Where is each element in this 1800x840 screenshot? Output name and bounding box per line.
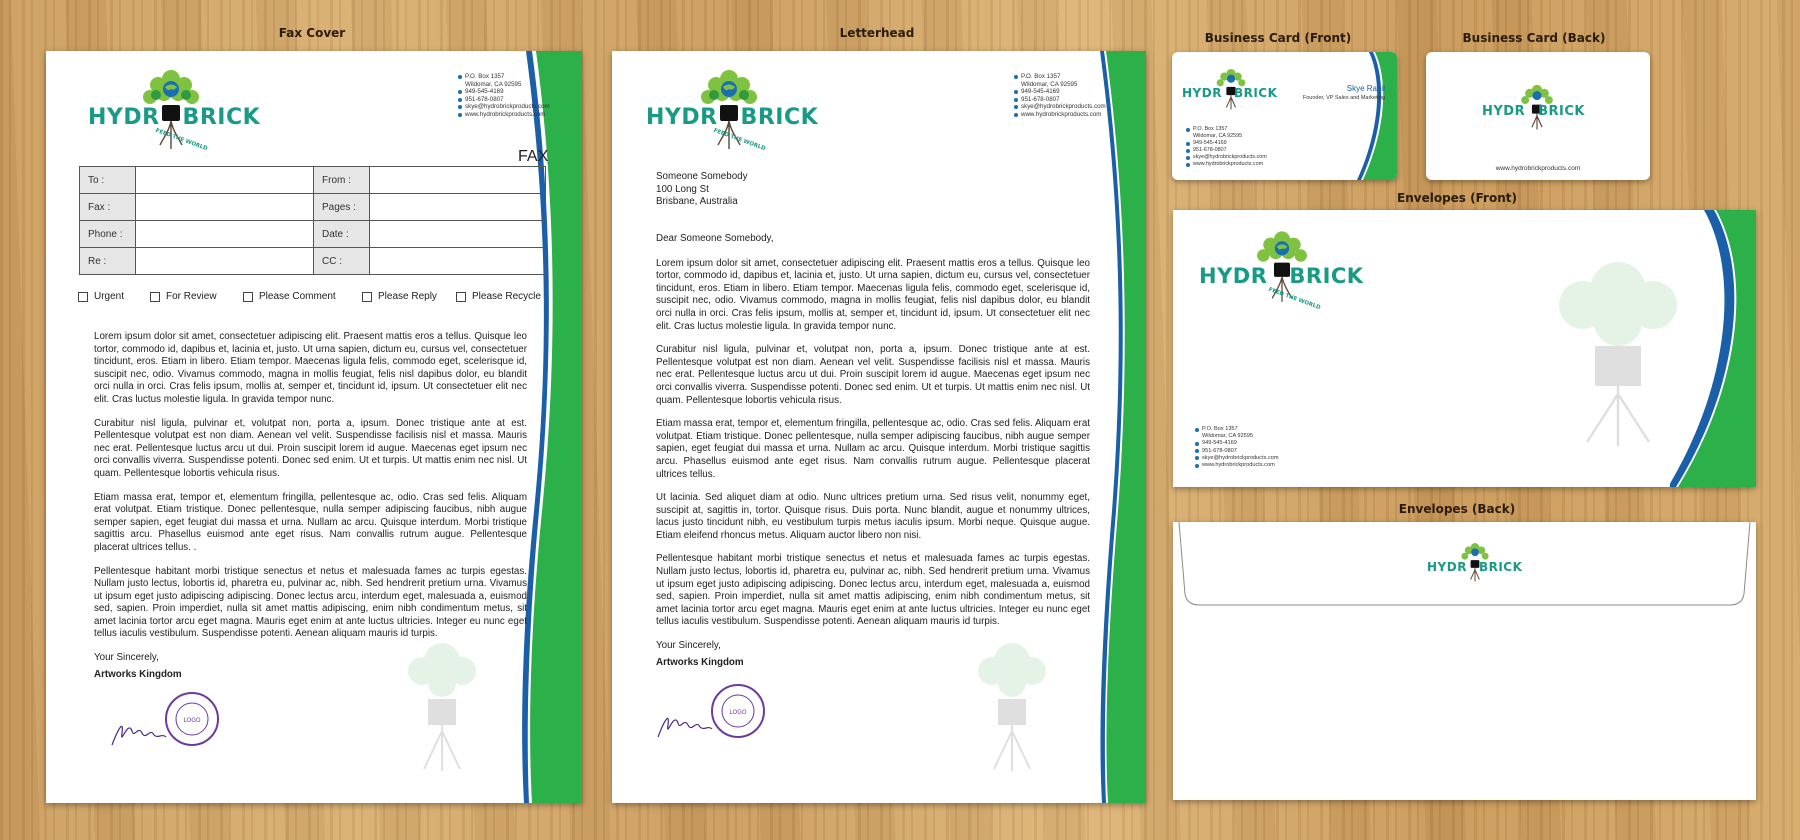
location-icon <box>1014 75 1018 79</box>
letter-paragraph: Etiam massa erat, tempor et, elementum fringilla, pellentesque ac, odio. Cras sed felis. Aliquam erat volutpat. Etiam tristique. Donec pellentesque, nulla semper adipiscing faucibus, nibh augue semper sapien, eget feugiat dui massa et urna. Nullam ac arcu. Quisque interdum. Morbi tristique sagittis arcu. Phasellus euismod ante eget risus. Nam convallis rutrum augue. Pellentesque placerat ultrices tellus. <box>656 418 1090 480</box>
hydrobrick-logo <box>1199 226 1369 316</box>
letter-salutation: Dear Someone Somebody, <box>656 233 774 244</box>
fax-icon <box>1014 98 1018 102</box>
email-icon <box>1186 156 1190 160</box>
green-swoosh-graphic <box>1355 52 1397 180</box>
email-icon <box>458 105 462 109</box>
tree-watermark-icon <box>402 631 482 781</box>
fax-field-value[interactable] <box>370 221 546 248</box>
fax-field-label: Phone : <box>80 221 136 248</box>
envelope-back-title: Envelopes (Back) <box>1398 502 1516 516</box>
email-icon <box>1014 105 1018 109</box>
card-person-title: Founder, VP Sales and Marketing <box>1302 95 1385 101</box>
letter-paragraph: Curabitur nisl ligula, pulvinar et, volutpat non, porta a, ipsum. Donec tristique ante at est. Pellentesque volutpat est non diam. Aenean vel velit. Suspendisse facilisis nisl et massa. Mauris nec erat. Pellentesque luctus arcu ut dui. Proin suscipit lorem id augue. Maecenas eget ipsum nec orci convallis viverra. Suspendisse potenti. Donec sed enim. Ut et turpis. Ut mattis enim nec nisl. Ut quam. Pellentesque lobortis vehicula risus. <box>656 344 1090 406</box>
hydrobrick-logo <box>1427 540 1527 590</box>
letter-paragraph: Lorem ipsum dolor sit amet, consectetuer adipiscing elit. Praesent mattis eros a tellus. Quisque leo tortor, commodo id, dapibus et, lacinia et, justo. Ut urna sapien, dictum eu, cursus vel, consectetuer tincidunt, eros. Etiam in libero. Etiam tempor. Maecenas ligula felis, commodo eget, scelerisque id, suscipit nec, odio. Vivamus commodo, magna in mollis feugiat, felis nisl dapibus dolor, eu blandit orci nulla in orci. Cras felis ipsum, mollis at, semper et, tincidunt id, ipsum. Ut consectetuer elit nec elit. Cras luctus molestie ligula. In gravida tempor nunc. <box>656 257 1090 332</box>
fax-signer: Artworks Kingdom <box>94 668 182 680</box>
tree-watermark-icon <box>972 631 1052 781</box>
fax-field-value[interactable] <box>136 248 314 275</box>
business-card-back <box>1426 52 1650 180</box>
envelope-back <box>1173 522 1756 800</box>
letter-body <box>656 233 1090 669</box>
checkbox-please-reply[interactable]: Please Reply <box>362 291 456 302</box>
fax-field-label: To : <box>80 167 136 194</box>
logo-wordmark: HYDR BRICK <box>1182 86 1278 100</box>
fax-field-label: Fax : <box>80 194 136 221</box>
location-icon <box>458 75 462 79</box>
fax-closing: Your Sincerely, <box>94 652 159 664</box>
fax-row <box>80 194 546 221</box>
green-swoosh-graphic <box>1100 51 1146 803</box>
fax-cover-sheet <box>46 51 582 803</box>
letterhead-sheet <box>612 51 1146 803</box>
fax-paragraph: Pellentesque habitant morbi tristique senectus et netus et malesuada fames ac turpis egestas. Nullam justo lectus, lobortis id, pharetra eu, pulvinar ac, nibh. Sed hendrerit pretium urna. Vivamus ut ipsum eget justo adipiscing adipiscing. Donec lectus arcu, interdum eget, malesuada a, euismod sed, sapien. Proin imperdiet, nulla sit amet mattis adipiscing, enim nibh condimentum metus, sit amet lacinia tortor arcu eget magna. Mauris eget enim at ante luctus ultricies. Integer eu nunc eget tellus iaculis vestibulum. Suspendisse potenti. Aenean aliquam mauris id turpis. <box>94 565 527 640</box>
fax-icon <box>458 98 462 102</box>
logo-wordmark: HYDR BRICK <box>646 105 819 130</box>
fax-field-value[interactable] <box>136 167 314 194</box>
fax-row <box>80 167 546 194</box>
fax-icon <box>1195 449 1199 453</box>
card-person-name: Skye Rabii <box>1346 84 1385 93</box>
hydrobrick-logo <box>1182 66 1282 116</box>
fax-contact-block: P.O. Box 1357 Wildomar, CA 92595 949-545-4169 951-678-0807 skye@hydrobrickproducts.com www.hydrobrickproducts.com <box>458 73 550 119</box>
fax-field-label: From : <box>314 167 370 194</box>
checkbox-urgent[interactable]: Urgent <box>78 291 150 302</box>
signature-stamp-graphic <box>654 681 766 747</box>
letterhead-title: Letterhead <box>839 26 915 40</box>
fax-field-value[interactable] <box>370 167 546 194</box>
fax-cover-title: Fax Cover <box>278 26 346 40</box>
phone-icon <box>1014 90 1018 94</box>
tree-watermark-icon <box>1543 250 1693 450</box>
hydrobrick-logo <box>1482 82 1602 138</box>
fax-checkbox-row <box>78 291 541 302</box>
signature-stamp-graphic <box>108 689 220 755</box>
hydrobrick-logo <box>88 65 261 161</box>
checkbox-please-recycle[interactable]: Please Recycle <box>456 291 541 302</box>
fax-row <box>80 248 546 275</box>
fax-field-value[interactable] <box>136 194 314 221</box>
fax-body <box>94 331 527 681</box>
location-icon <box>1195 428 1199 432</box>
checkbox-please-comment[interactable]: Please Comment <box>243 291 362 302</box>
phone-icon <box>1195 442 1199 446</box>
logo-wordmark: HYDR BRICK <box>1199 264 1364 288</box>
logo-wordmark: HYDR BRICK <box>1482 104 1585 119</box>
card-front-title: Business Card (Front) <box>1204 31 1352 45</box>
letter-paragraph: Pellentesque habitant morbi tristique senectus et netus et malesuada fames ac turpis egestas. Nullam justo lectus, lobortis id, pharetra eu, pulvinar ac, nibh. Sed hendrerit pretium urna. Vivamus ut ipsum eget justo adipiscing adipiscing. Donec lectus arcu, interdum eget, malesuada a, euismod sed, sapien. Proin imperdiet, nulla sit amet mattis adipiscing, enim nibh condimentum metus, sit amet lacinia tortor arcu eget magna. Mauris eget enim at ante luctus ultricies. Integer eu nunc eget tellus iaculis vestibulum. Suspendisse potenti. Aenean aliquam mauris id turpis. <box>656 553 1090 628</box>
fax-field-label: CC : <box>314 248 370 275</box>
letter-closing: Your Sincerely, <box>656 640 721 652</box>
card-contact-block: P.O. Box 1357 Wildomar, CA 92595 949-545-4169 951-678-0807 skye@hydrobrickproducts.com www.hydrobrickproducts.com <box>1186 126 1267 168</box>
letter-paragraph: Ut lacinia. Sed aliquet diam at odio. Nunc ultrices pretium urna. Sed risus velit, nonummy eget, suscipit at, sagittis in, tortor. Quisque risus. Duis porta. Nunc blandit, augue et nonummy ultrices, lacus justo tincidunt nibh, eu vestibulum turpis metus iaculis ipsum. Morbi neque. Quisque augue. Etiam eleifend rhoncus metus. Aliquam auctor libero non nisi. <box>656 492 1090 541</box>
fax-icon <box>1186 149 1190 153</box>
fax-field-label: Date : <box>314 221 370 248</box>
envelope-front <box>1173 210 1756 487</box>
card-website: www.hydrobrickproducts.com <box>1495 165 1581 172</box>
fax-field-label: Pages : <box>314 194 370 221</box>
fax-field-value[interactable] <box>370 248 546 275</box>
fax-row <box>80 221 546 248</box>
svg-text:LOGO: LOGO <box>183 717 201 724</box>
fax-field-label: Re : <box>80 248 136 275</box>
email-icon <box>1195 456 1199 460</box>
web-icon <box>1186 163 1190 167</box>
business-card-front <box>1172 52 1397 180</box>
logo-wordmark: HYDR BRICK <box>1427 560 1523 574</box>
fax-paragraph: Curabitur nisl ligula, pulvinar et, volutpat non, porta a, ipsum. Donec tristique ante at est. Pellentesque volutpat est non diam. Aenean vel velit. Suspendisse facilisis nisl et massa. Mauris nec erat. Pellentesque luctus arcu ut dui. Proin suscipit lorem id augue. Maecenas eget ipsum nec orci convallis viverra. Suspendisse potenti. Donec sed enim. Ut et turpis. Ut mattis enim nec nisl. Ut quam. Pellentesque lobortis vehicula risus. <box>94 417 527 479</box>
phone-icon <box>1186 142 1190 146</box>
location-icon <box>1186 128 1190 132</box>
logo-tagline: FEED THE WORLD <box>154 127 209 153</box>
fax-paragraph: Etiam massa erat, tempor et, elementum fringilla, pellentesque ac, odio. Cras sed felis. Aliquam erat volutpat. Etiam tristique. Donec pellentesque, nulla semper adipiscing faucibus, nibh augue semper sapien, eget feugiat dui massa et urna. Nullam ac arcu. Quisque interdum. Morbi tristique sagittis arcu. Phasellus euismod ante eget risus. Nam convallis rutrum augue. Pellentesque placerat ultrices tellus. . <box>94 491 527 553</box>
letter-signer: Artworks Kingdom <box>656 656 744 668</box>
fax-paragraph: Lorem ipsum dolor sit amet, consectetuer adipiscing elit. Praesent mattis eros a tellus. Quisque leo tortor, commodo id, dapibus et, lacinia et, justo. Ut urna sapien, dictum eu, cursus vel, consectetuer tincidunt, eros. Etiam in libero. Etiam tempor. Maecenas ligula felis, commodo eget, scelerisque id, suscipit nec, odio. Vivamus commodo, magna in mollis feugiat, felis nisl dapibus dolor, eu blandit orci nulla in orci. Cras felis ipsum, mollis at, semper et, tincidunt id, ipsum. Ut consectetuer elit nec elit. Cras luctus molestie ligula. In gravida tempor nunc. <box>94 331 527 405</box>
envelope-front-title: Envelopes (Front) <box>1397 191 1517 205</box>
fax-field-value[interactable] <box>136 221 314 248</box>
logo-wordmark: HYDR BRICK <box>88 105 261 130</box>
fax-heading: FAX <box>518 148 549 165</box>
card-back-title: Business Card (Back) <box>1462 31 1606 45</box>
envelope-contact-block: P.O. Box 1357 Wildomar, CA 92595 949-545-4169 951-678-0807 skye@hydrobrickproducts.com www.hydrobrickproducts.com <box>1195 426 1279 469</box>
svg-text:LOGO: LOGO <box>729 709 747 716</box>
web-icon <box>1014 113 1018 117</box>
logo-tagline: FEED THE WORLD <box>1267 286 1322 312</box>
hydrobrick-logo <box>646 65 819 161</box>
logo-tagline: FEED THE WORLD <box>712 127 767 153</box>
letter-recipient: Someone Somebody 100 Long St Brisbane, Australia <box>656 171 748 208</box>
web-icon <box>458 113 462 117</box>
fax-fields-table <box>79 166 546 275</box>
phone-icon <box>458 90 462 94</box>
checkbox-for-review[interactable]: For Review <box>150 291 243 302</box>
fax-field-value[interactable] <box>370 194 546 221</box>
web-icon <box>1195 464 1199 468</box>
letter-contact-block: P.O. Box 1357 Wildomar, CA 92595 949-545-4169 951-678-0807 skye@hydrobrickproducts.com www.hydrobrickproducts.com <box>1014 73 1106 119</box>
